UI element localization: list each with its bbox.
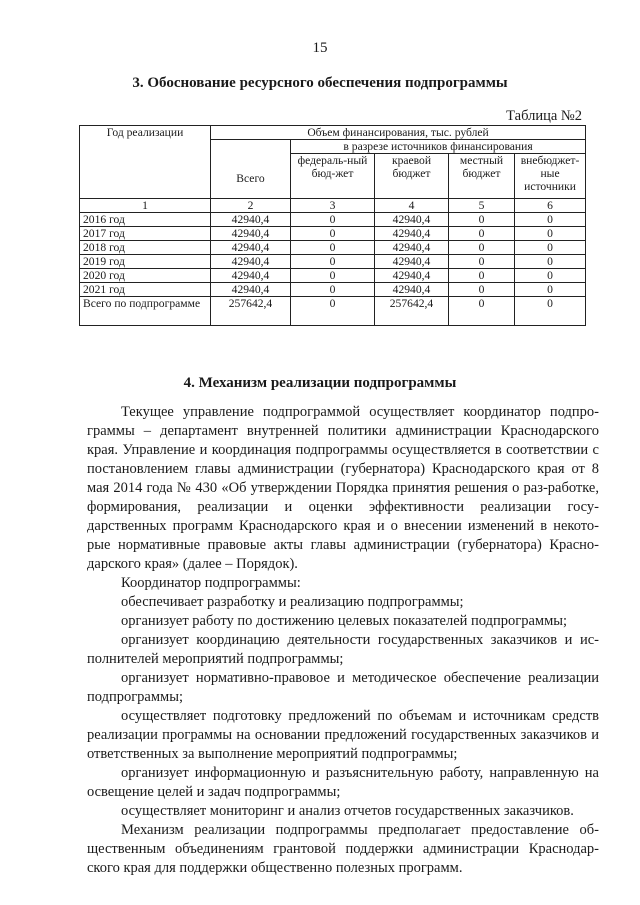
- paragraph: организует координацию деятельности государственных заказчиков и ис-полнителей мероприятий подпрограммы;: [87, 632, 599, 667]
- cell-regional: 42940,4: [375, 282, 449, 296]
- paragraph: организует нормативно-правовое и методическое обеспечение реализации подпрограммы;: [87, 670, 599, 705]
- cell-regional: 42940,4: [375, 212, 449, 226]
- cell-year: 2019 год: [80, 254, 211, 268]
- cell-extra: 0: [515, 212, 586, 226]
- cell-regional: 42940,4: [375, 240, 449, 254]
- cell-federal: 0: [291, 226, 375, 240]
- table-row: [80, 254, 586, 268]
- col-number: 1: [80, 198, 211, 212]
- col-number: 4: [375, 198, 449, 212]
- header-volume: Объем финансирования, тыс. рублей: [211, 126, 586, 140]
- cell-local: 0: [449, 240, 515, 254]
- paragraph: организует работу по достижению целевых показателей подпрограммы;: [121, 613, 568, 629]
- cell-year: Всего по подпрограмме: [80, 296, 211, 325]
- cell-total: 42940,4: [211, 240, 291, 254]
- paragraph: организует информационную и разъяснительную работу, направленную на освещение целей и задач подпрограммы;: [87, 765, 599, 800]
- col-number: 2: [211, 198, 291, 212]
- header-regional: краевой бюджет: [375, 153, 449, 198]
- table-row: [80, 240, 586, 254]
- paragraph: осуществляет подготовку предложений по объемам и источникам средств реализации программы на основании предложений государственных заказчиков и ответственных за выполнение мероприятий подпрограммы;: [87, 708, 599, 762]
- header-year: Год реализации: [80, 126, 211, 199]
- cell-total: 42940,4: [211, 226, 291, 240]
- paragraph: обеспечивает разработку и реализацию подпрограммы;: [121, 594, 464, 610]
- cell-year: 2016 год: [80, 212, 211, 226]
- cell-federal: 0: [291, 268, 375, 282]
- cell-local: 0: [449, 254, 515, 268]
- paragraph: Механизм реализации подпрограммы предполагает предоставление об-щественным объединениям грантовой поддержки администрации Краснодар-ского края для поддержки общественно полезных программ.: [87, 822, 599, 876]
- cell-federal: 0: [291, 240, 375, 254]
- cell-extra: 0: [515, 296, 586, 325]
- cell-total: 42940,4: [211, 282, 291, 296]
- cell-year: 2018 год: [80, 240, 211, 254]
- col-number: 3: [291, 198, 375, 212]
- cell-local: 0: [449, 268, 515, 282]
- cell-local: 0: [449, 226, 515, 240]
- table-row: [80, 268, 586, 282]
- cell-year: 2020 год: [80, 268, 211, 282]
- cell-year: 2021 год: [80, 282, 211, 296]
- table-row: [80, 282, 586, 296]
- cell-regional: 42940,4: [375, 226, 449, 240]
- cell-total: 42940,4: [211, 254, 291, 268]
- paragraph: Текущее управление подпрограммой осуществляет координатор подпро-граммы – департамент внутренней политики администрации Краснодарского края. Управление и координация подпрограммы осуществляется в соответствии с постановлением главы администрации (губернатора) Краснодарского края от 8 мая 2014 года № 430 «Об утверждении Порядка принятия решения о раз-работке, формирования, реализации и оценки эффективности реализации госу-дарственных программ Краснодарского края и о внесении изменений в некото-рые нормативные правовые акты главы администрации (губернатора) Красно-дарского края» (далее – Порядок).: [87, 404, 599, 572]
- cell-local: 0: [449, 296, 515, 325]
- cell-total: 42940,4: [211, 268, 291, 282]
- header-local: местный бюджет: [449, 153, 515, 198]
- cell-extra: 0: [515, 254, 586, 268]
- cell-year: 2017 год: [80, 226, 211, 240]
- cell-regional: 42940,4: [375, 268, 449, 282]
- cell-federal: 0: [291, 282, 375, 296]
- cell-extra: 0: [515, 226, 586, 240]
- header-total: Всего: [211, 139, 291, 198]
- table-row: [80, 226, 586, 240]
- section-3-title: 3. Обоснование ресурсного обеспечения подпрограммы: [132, 75, 508, 91]
- cell-federal: 0: [291, 212, 375, 226]
- header-federal: федераль-ный бюд-жет: [291, 153, 375, 198]
- cell-extra: 0: [515, 240, 586, 254]
- paragraph: осуществляет мониторинг и анализ отчетов государственных заказчиков.: [121, 803, 574, 819]
- section-4-body: [87, 403, 599, 878]
- cell-local: 0: [449, 212, 515, 226]
- column-number-row: [80, 198, 586, 212]
- cell-regional: 257642,4: [375, 296, 449, 325]
- header-extra: внебюджет-ные источники: [515, 153, 586, 198]
- cell-local: 0: [449, 282, 515, 296]
- cell-federal: 0: [291, 254, 375, 268]
- cell-extra: 0: [515, 282, 586, 296]
- paragraph: Координатор подпрограммы:: [121, 575, 301, 591]
- col-number: 5: [449, 198, 515, 212]
- section-4-title: 4. Механизм реализации подпрограммы: [183, 375, 457, 391]
- cell-extra: 0: [515, 268, 586, 282]
- page-number: 15: [312, 40, 328, 56]
- cell-federal: 0: [291, 296, 375, 325]
- cell-total: 42940,4: [211, 212, 291, 226]
- header-breakdown: в разрезе источников финансирования: [291, 139, 586, 153]
- col-number: 6: [515, 198, 586, 212]
- cell-regional: 42940,4: [375, 254, 449, 268]
- table-row: [80, 212, 586, 226]
- table-total-row: [80, 296, 586, 325]
- cell-total: 257642,4: [211, 296, 291, 325]
- table-label: Таблица №2: [506, 108, 582, 124]
- financing-table: [79, 125, 586, 326]
